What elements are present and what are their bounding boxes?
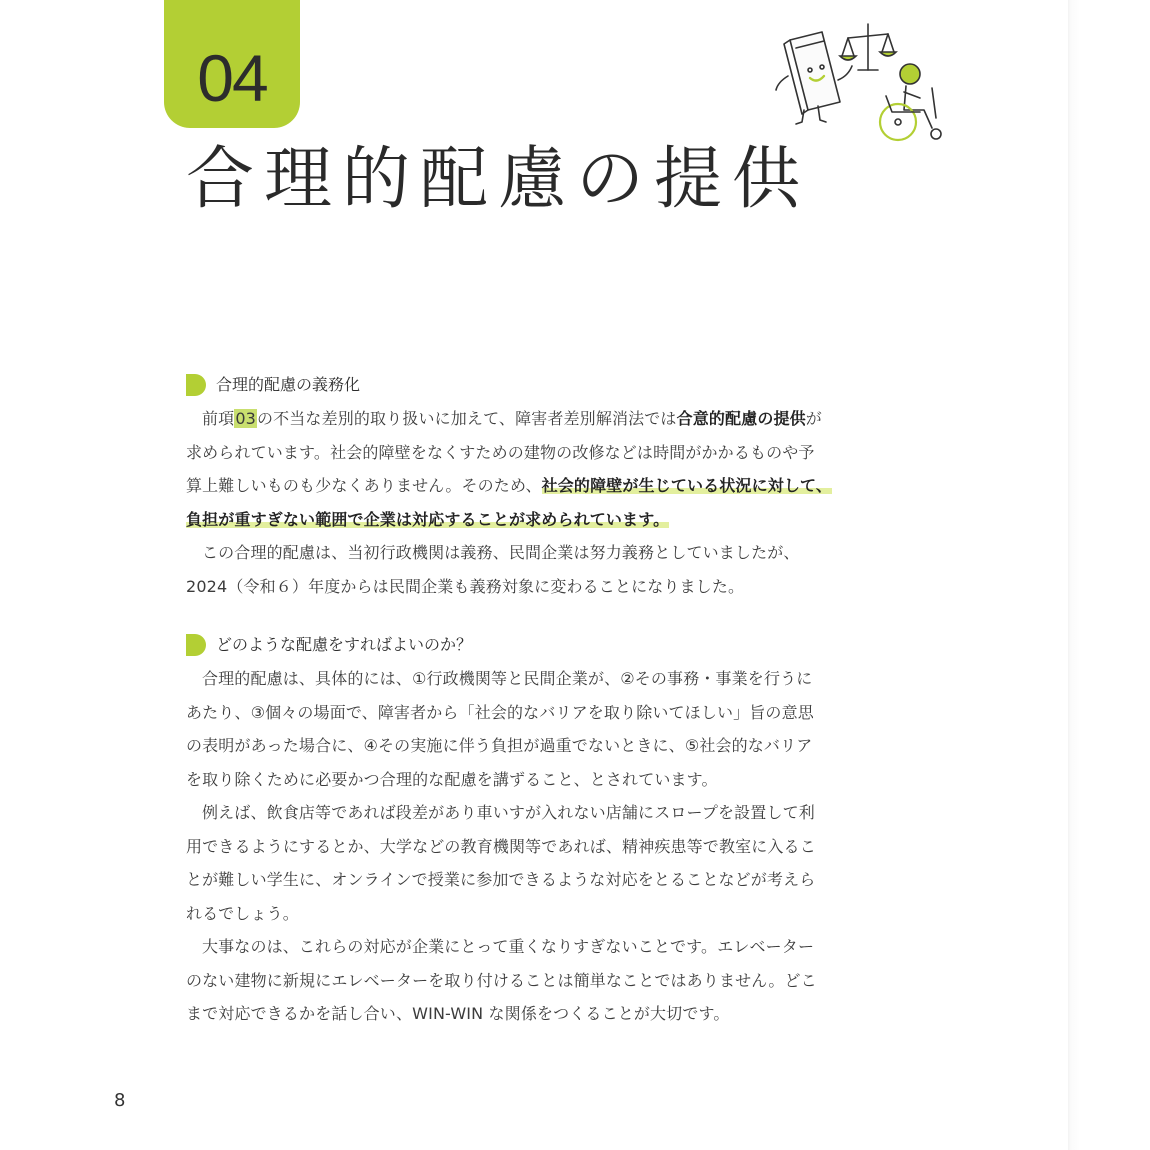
paragraph — [186, 402, 938, 536]
highlighted-text: 社会的障壁が生じている状況に対して、 — [541, 476, 833, 495]
paragraph — [186, 796, 938, 930]
text-line: れるでしょう。 — [186, 903, 299, 923]
page-title: 合理的配慮の提供 — [186, 140, 811, 219]
section-heading — [186, 632, 938, 658]
heading-marker-icon — [186, 374, 206, 396]
section-heading-text: どのような配慮をすればよいのか？ — [216, 635, 473, 654]
text-line: 例えば、飲食店等であれば段差があり車いすが入れない店舗にスロープを設置して利 — [202, 803, 815, 822]
paragraph — [186, 536, 938, 603]
heading-marker-icon — [186, 634, 206, 656]
chapter-tab — [164, 0, 300, 128]
text-span: の不当な差別的取り扱いに加えて、障害者差別解消法では — [256, 409, 677, 428]
text-span: が — [805, 409, 822, 428]
reference-badge: 03 — [235, 409, 256, 428]
text-line: のない建物に新規にエレベーターを取り付けることは簡単なことではありません。どこ — [186, 970, 817, 990]
text-line: 求められています。社会的障壁をなくすための建物の改修などは時間がかかるものや予 — [186, 442, 815, 462]
law-book-character-icon — [776, 32, 852, 124]
text-span: 前項 — [202, 409, 235, 428]
section-how-to — [186, 632, 938, 1031]
scales-of-justice-icon — [840, 24, 896, 70]
text-line: あたり、③個々の場面で、障害者から「社会的なバリアを取り除いてほしい」旨の意思 — [186, 702, 814, 722]
section-heading-text: 合理的配慮の義務化 — [216, 375, 361, 394]
section-obligation — [186, 372, 938, 603]
section-heading — [186, 372, 938, 398]
text-span: 算上難しいものも少なくありません。そのため、 — [186, 476, 542, 495]
bold-term: 合意的配慮の提供 — [676, 409, 806, 428]
text-line: とが難しい学生に、オンラインで授業に参加できるような対応をとることなどが考えら — [186, 870, 816, 889]
highlighted-text: 負担が重すぎない範囲で企業は対応することが求められています。 — [186, 509, 670, 529]
text-line: を取り除くために必要かつ合理的な配慮を講ずること、とされています。 — [186, 769, 718, 789]
text-line: 大事なのは、これらの対応が企業にとって重くなりすぎないことです。エレベーター — [202, 937, 815, 956]
paragraph — [186, 662, 938, 796]
text-line: 用できるようにするとか、大学などの教育機関等であれば、精神疾患等で教室に入るこ — [186, 836, 816, 856]
page-gutter-edge — [1068, 0, 1150, 1150]
paragraph — [186, 930, 938, 1031]
text-line: まで対応できるかを話し合い、WIN-WIN な関係をつくることが大切です。 — [186, 1004, 730, 1023]
chapter-illustration — [760, 18, 950, 148]
page-number: 8 — [114, 1090, 126, 1111]
wheelchair-user-icon — [880, 64, 941, 140]
text-line: の表明があった場合に、④その実施に伴う負担が過重でないときに、⑤社会的なバリア — [186, 736, 813, 755]
text-line: この合理的配慮は、当初行政機関は義務、民間企業は努力義務としていましたが、 — [202, 543, 800, 562]
chapter-number: 04 — [197, 41, 267, 115]
text-line: 合理的配慮は、具体的には、①行政機関等と民間企業が、②その事務・事業を行うに — [202, 669, 813, 688]
text-line: 2024（令和６）年度からは民間企業も義務対象に変わることになりました。 — [186, 576, 745, 596]
